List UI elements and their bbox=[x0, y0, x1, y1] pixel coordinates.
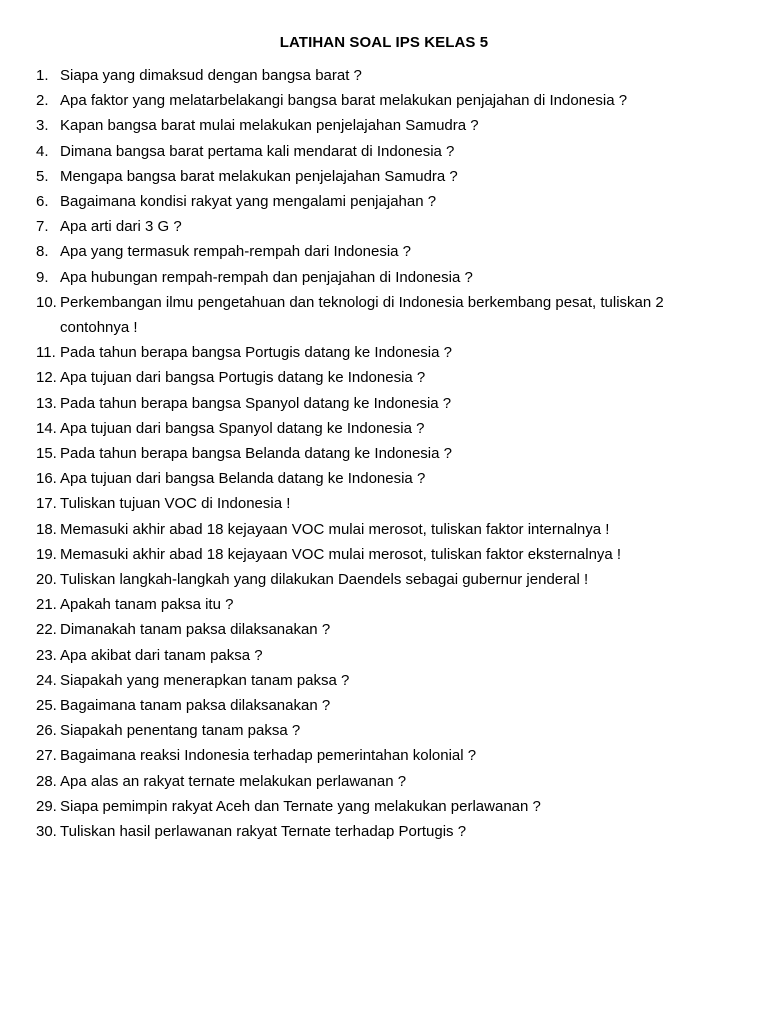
question-text: Dimana bangsa barat pertama kali mendarat di Indonesia ? bbox=[60, 142, 455, 160]
question-item bbox=[0, 164, 768, 189]
question-number: 11. bbox=[36, 344, 56, 362]
question-number: 2. bbox=[36, 92, 49, 110]
question-text: Perkembangan ilmu pengetahuan dan teknologi di Indonesia berkembang pesat, tuliskan 2 contohnya ! bbox=[60, 293, 664, 337]
question-number: 10. bbox=[36, 293, 57, 311]
question-number: 22. bbox=[36, 621, 57, 639]
question-text: Tuliskan hasil perlawanan rakyat Ternate terhadap Portugis ? bbox=[60, 823, 467, 841]
question-number: 14. bbox=[36, 419, 57, 437]
question-number: 26. bbox=[36, 722, 57, 740]
question-item bbox=[0, 239, 768, 264]
question-number: 30. bbox=[36, 823, 57, 841]
question-number: 6. bbox=[36, 193, 49, 211]
question-number: 12. bbox=[36, 369, 57, 387]
question-item bbox=[0, 214, 768, 239]
question-text: Apakah tanam paksa itu ? bbox=[60, 596, 234, 614]
question-number: 8. bbox=[36, 243, 49, 261]
question-item bbox=[0, 340, 768, 365]
question-number: 18. bbox=[36, 520, 57, 538]
question-text: Siapakah yang menerapkan tanam paksa ? bbox=[60, 671, 350, 689]
question-text: Pada tahun berapa bangsa Portugis datang ke Indonesia ? bbox=[60, 344, 452, 362]
question-item bbox=[0, 189, 768, 214]
question-item bbox=[0, 441, 768, 466]
question-text: Siapakah penentang tanam paksa ? bbox=[60, 722, 301, 740]
question-number: 5. bbox=[36, 167, 49, 185]
question-text: Apa hubungan rempah-rempah dan penjajahan di Indonesia ? bbox=[60, 268, 473, 286]
question-text: Pada tahun berapa bangsa Spanyol datang ke Indonesia ? bbox=[60, 394, 452, 412]
question-number: 7. bbox=[36, 218, 49, 236]
question-number: 3. bbox=[36, 117, 49, 135]
question-item bbox=[0, 743, 768, 768]
question-text: Bagaimana tanam paksa dilaksanakan ? bbox=[60, 697, 331, 715]
question-item bbox=[0, 88, 768, 113]
question-number: 9. bbox=[36, 268, 49, 286]
question-number: 21. bbox=[36, 596, 57, 614]
question-number: 1. bbox=[36, 67, 49, 84]
document-title: LATIHAN SOAL IPS KELAS 5 bbox=[279, 34, 489, 51]
question-text: Apa tujuan dari bangsa Spanyol datang ke Indonesia ? bbox=[60, 419, 425, 437]
question-number: 20. bbox=[36, 571, 57, 589]
question-number: 24. bbox=[36, 671, 57, 689]
question-item bbox=[0, 517, 768, 542]
question-item bbox=[0, 63, 768, 88]
question-item bbox=[0, 592, 768, 617]
question-list bbox=[0, 63, 768, 844]
question-text: Memasuki akhir abad 18 kejayaan VOC mulai merosot, tuliskan faktor internalnya ! bbox=[60, 520, 610, 538]
question-item bbox=[0, 769, 768, 794]
question-text: Dimanakah tanam paksa dilaksanakan ? bbox=[60, 621, 331, 639]
question-text: Memasuki akhir abad 18 kejayaan VOC mulai merosot, tuliskan faktor eksternalnya ! bbox=[60, 545, 622, 563]
question-item bbox=[0, 365, 768, 390]
question-number: 13. bbox=[36, 394, 57, 412]
question-text: Apa alas an rakyat ternate melakukan perlawanan ? bbox=[60, 772, 407, 790]
question-text: Apa arti dari 3 G ? bbox=[60, 218, 182, 236]
question-text: Mengapa bangsa barat melakukan penjelajahan Samudra ? bbox=[60, 167, 458, 185]
question-number: 16. bbox=[36, 470, 57, 488]
question-item bbox=[0, 668, 768, 693]
question-item bbox=[0, 466, 768, 491]
question-number: 17. bbox=[36, 495, 57, 513]
question-item bbox=[0, 491, 768, 516]
question-text: Apa tujuan dari bangsa Belanda datang ke Indonesia ? bbox=[60, 470, 426, 488]
question-number: 28. bbox=[36, 772, 57, 790]
question-item bbox=[0, 567, 768, 592]
question-text: Tuliskan langkah-langkah yang dilakukan Daendels sebagai gubernur jenderal ! bbox=[60, 571, 589, 589]
question-number: 15. bbox=[36, 445, 57, 463]
question-text: Pada tahun berapa bangsa Belanda datang ke Indonesia ? bbox=[60, 445, 452, 463]
question-item bbox=[0, 139, 768, 164]
question-text: Siapa yang dimaksud dengan bangsa barat ? bbox=[60, 67, 362, 84]
question-item bbox=[0, 391, 768, 416]
question-item bbox=[0, 693, 768, 718]
question-item bbox=[0, 617, 768, 642]
question-item bbox=[0, 542, 768, 567]
question-number: 4. bbox=[36, 142, 49, 160]
question-text: Tuliskan tujuan VOC di Indonesia ! bbox=[60, 495, 291, 513]
question-item bbox=[0, 819, 768, 844]
question-text: Bagaimana reaksi Indonesia terhadap pemerintahan kolonial ? bbox=[60, 747, 477, 765]
question-text: Apa akibat dari tanam paksa ? bbox=[60, 646, 263, 664]
question-text: Bagaimana kondisi rakyat yang mengalami penjajahan ? bbox=[60, 193, 437, 211]
question-text: Apa tujuan dari bangsa Portugis datang ke Indonesia ? bbox=[60, 369, 426, 387]
question-item bbox=[0, 290, 768, 340]
question-number: 27. bbox=[36, 747, 57, 765]
question-text: Apa yang termasuk rempah-rempah dari Indonesia ? bbox=[60, 243, 412, 261]
question-item bbox=[0, 718, 768, 743]
question-text: Siapa pemimpin rakyat Aceh dan Ternate yang melakukan perlawanan ? bbox=[60, 797, 541, 815]
question-item bbox=[0, 113, 768, 138]
question-number: 25. bbox=[36, 697, 57, 715]
question-text: Apa faktor yang melatarbelakangi bangsa barat melakukan penjajahan di Indonesia ? bbox=[60, 92, 628, 110]
question-item bbox=[0, 265, 768, 290]
question-text: Kapan bangsa barat mulai melakukan penjelajahan Samudra ? bbox=[60, 117, 479, 135]
question-item bbox=[0, 643, 768, 668]
question-item bbox=[0, 794, 768, 819]
question-number: 19. bbox=[36, 545, 57, 563]
question-item bbox=[0, 416, 768, 441]
question-number: 23. bbox=[36, 646, 57, 664]
question-number: 29. bbox=[36, 797, 57, 815]
